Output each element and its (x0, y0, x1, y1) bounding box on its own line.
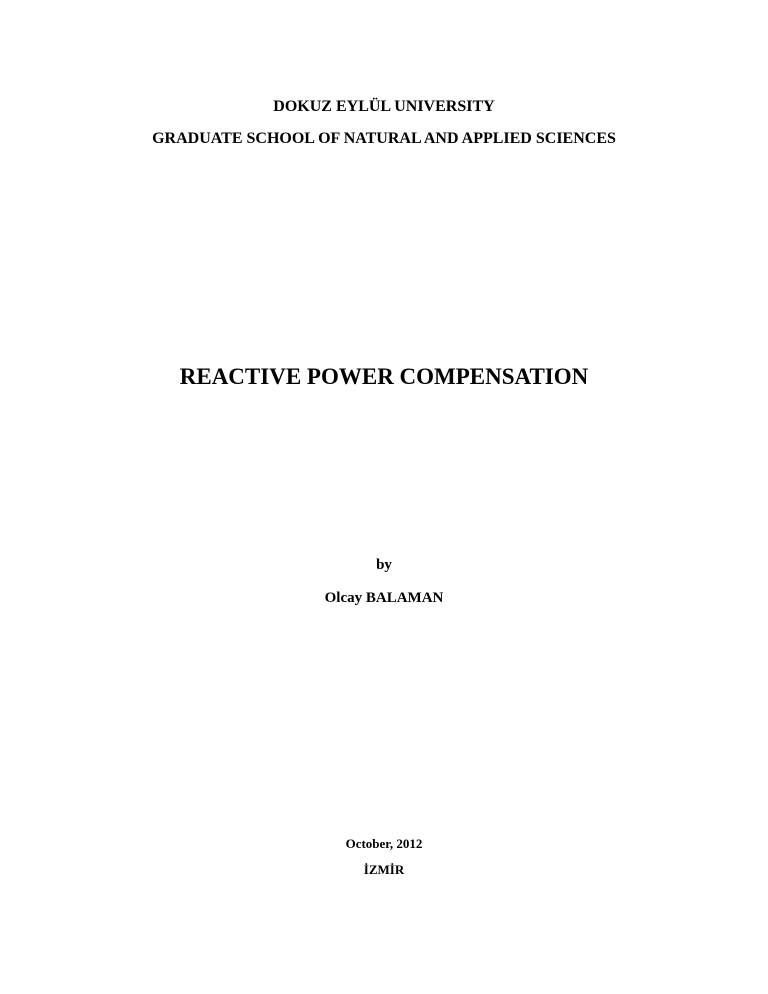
author-name: Olcay BALAMAN (324, 590, 444, 606)
by-label: by (376, 557, 392, 573)
university-name: DOKUZ EYLÜL UNIVERSITY (273, 98, 495, 115)
city-name: İZMİR (363, 862, 405, 877)
submission-date: October, 2012 (345, 836, 423, 851)
thesis-title: REACTIVE POWER COMPENSATION (179, 364, 589, 389)
graduate-school-name: GRADUATE SCHOOL OF NATURAL AND APPLIED SCIENCES (152, 130, 616, 147)
